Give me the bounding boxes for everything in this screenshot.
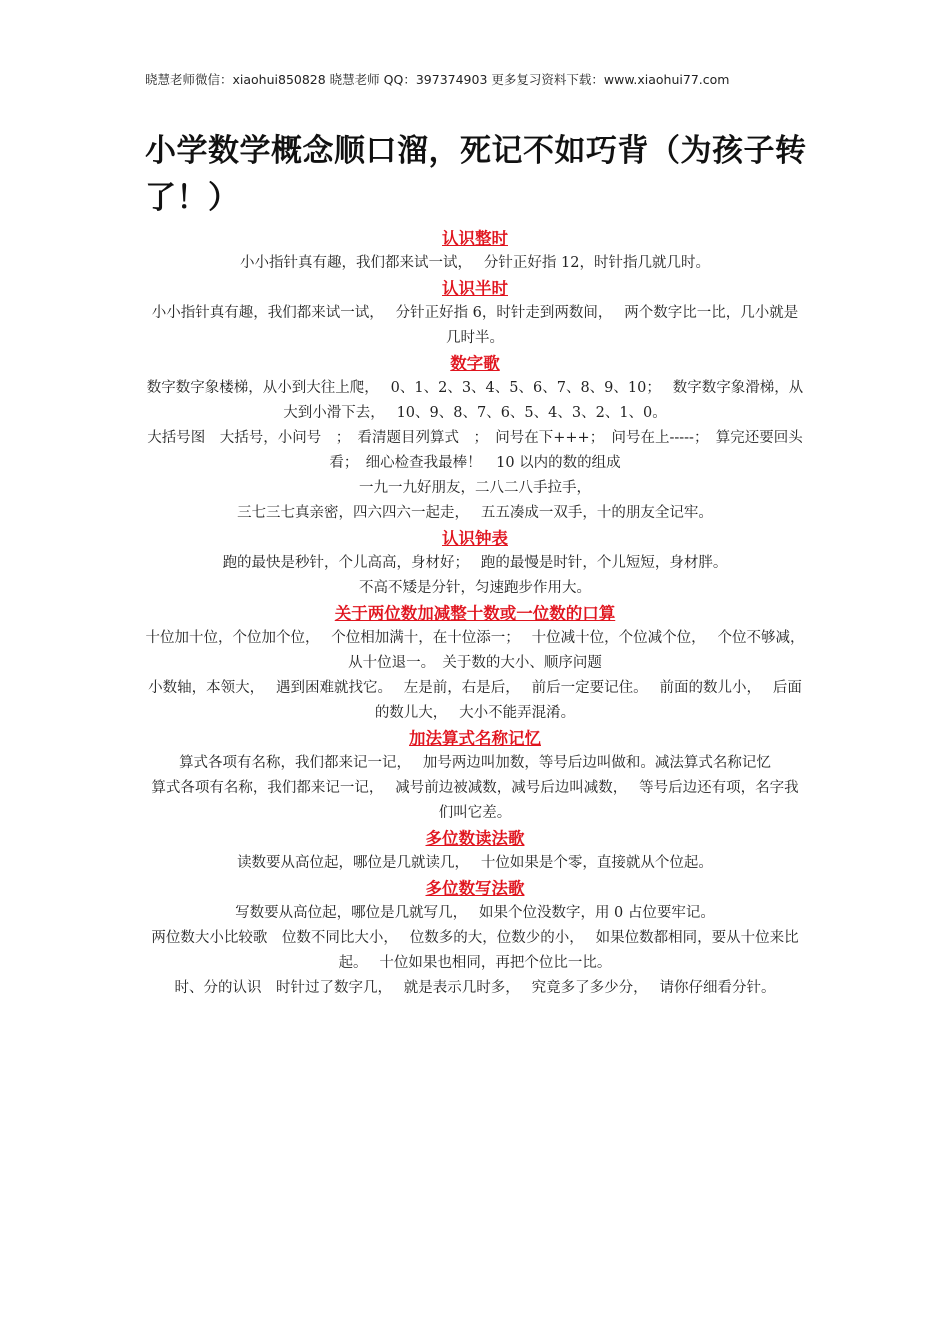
- section: [145, 351, 805, 526]
- document-body: [145, 226, 805, 1001]
- section: [145, 826, 805, 876]
- section-heading: 关于两位数加减整十数或一位数的口算: [334, 604, 616, 623]
- paragraph: 小数轴，本领大， 遇到困难就找它。 左是前，右是后， 前后一定要记住。 前面的数儿小， 后面的数儿大， 大小不能弄混淆。: [148, 680, 802, 721]
- section-heading: 加法算式名称记忆: [409, 729, 541, 748]
- section-heading: 认识整时: [442, 229, 508, 248]
- paragraph: 不高不矮是分针，匀速跑步作用大。: [359, 580, 591, 596]
- section-heading: 多位数读法歌: [425, 829, 525, 848]
- paragraph: 数字数字象楼梯，从小到大往上爬， 0、1、2、3、4、5、6、7、8、9、10； 数字数字象滑梯，从大到小滑下去， 10、9、8、7、6、5、4、3、2、1、0。: [146, 380, 804, 421]
- paragraph: 时、分的认识 时针过了数字几， 就是表示几时多， 究竟多了多少分， 请你仔细看分针。: [174, 980, 776, 996]
- paragraph: 读数要从高位起，哪位是几就读几， 十位如果是个零，直接就从个位起。: [237, 855, 713, 871]
- section: [145, 226, 805, 276]
- paragraph: 算式各项有名称，我们都来记一记， 减号前边被减数，减号后边叫减数， 等号后边还有项，名字我们叫它差。: [151, 780, 799, 821]
- page-title: 小学数学概念顺口溜，死记不如巧背（为孩子转了！）: [145, 133, 807, 216]
- paragraph: 写数要从高位起，哪位是几就写几， 如果个位没数字，用 0 占位要牢记。: [235, 905, 715, 921]
- section: [145, 601, 805, 726]
- paragraph: 小小指针真有趣，我们都来试一试， 分针正好指 12，时针指几就几时。: [240, 255, 710, 271]
- section-heading: 认识半时: [442, 279, 508, 298]
- paragraph: 三七三七真亲密，四六四六一起走， 五五凑成一双手，十的朋友全记牢。: [237, 505, 713, 521]
- page-header: 晓慧老师微信：xiaohui850828 晓慧老师 QQ：397374903 更多复习资料下载：www.xiaohui77.com: [145, 72, 730, 87]
- section-heading: 多位数写法歌: [425, 879, 525, 898]
- paragraph: 跑的最快是秒针，个儿高高，身材好； 跑的最慢是时针，个儿短短，身材胖。: [222, 555, 728, 571]
- section: [145, 876, 805, 1001]
- section: [145, 726, 805, 826]
- paragraph: 一九一九好朋友，二八二八手拉手，: [359, 480, 591, 496]
- paragraph: 两位数大小比较歌 位数不同比大小， 位数多的大，位数少的小， 如果位数都相同，要从十位来比起。 十位如果也相同，再把个位比一比。: [151, 930, 799, 971]
- paragraph: 十位加十位，个位加个位， 个位相加满十，在十位添一； 十位减十位，个位减个位， 个位不够减，从十位退一。 关于数的大小、顺序问题: [145, 630, 805, 671]
- paragraph: 小小指针真有趣，我们都来试一试， 分针正好指 6，时针走到两数间， 两个数字比一比，几小就是几时半。: [151, 305, 799, 346]
- section: [145, 276, 805, 351]
- paragraph: 算式各项有名称，我们都来记一记， 加号两边叫加数，等号后边叫做和。减法算式名称记忆: [179, 755, 771, 771]
- section-heading: 数字歌: [450, 354, 500, 373]
- paragraph: 大括号图 大括号，小问号 ； 看清题目列算式 ； 问号在下+++； 问号在上-----； 算完还要回头看； 细心检查我最棒！ 10 以内的数的组成: [147, 430, 803, 471]
- section-heading: 认识钟表: [442, 529, 508, 548]
- section: [145, 526, 805, 601]
